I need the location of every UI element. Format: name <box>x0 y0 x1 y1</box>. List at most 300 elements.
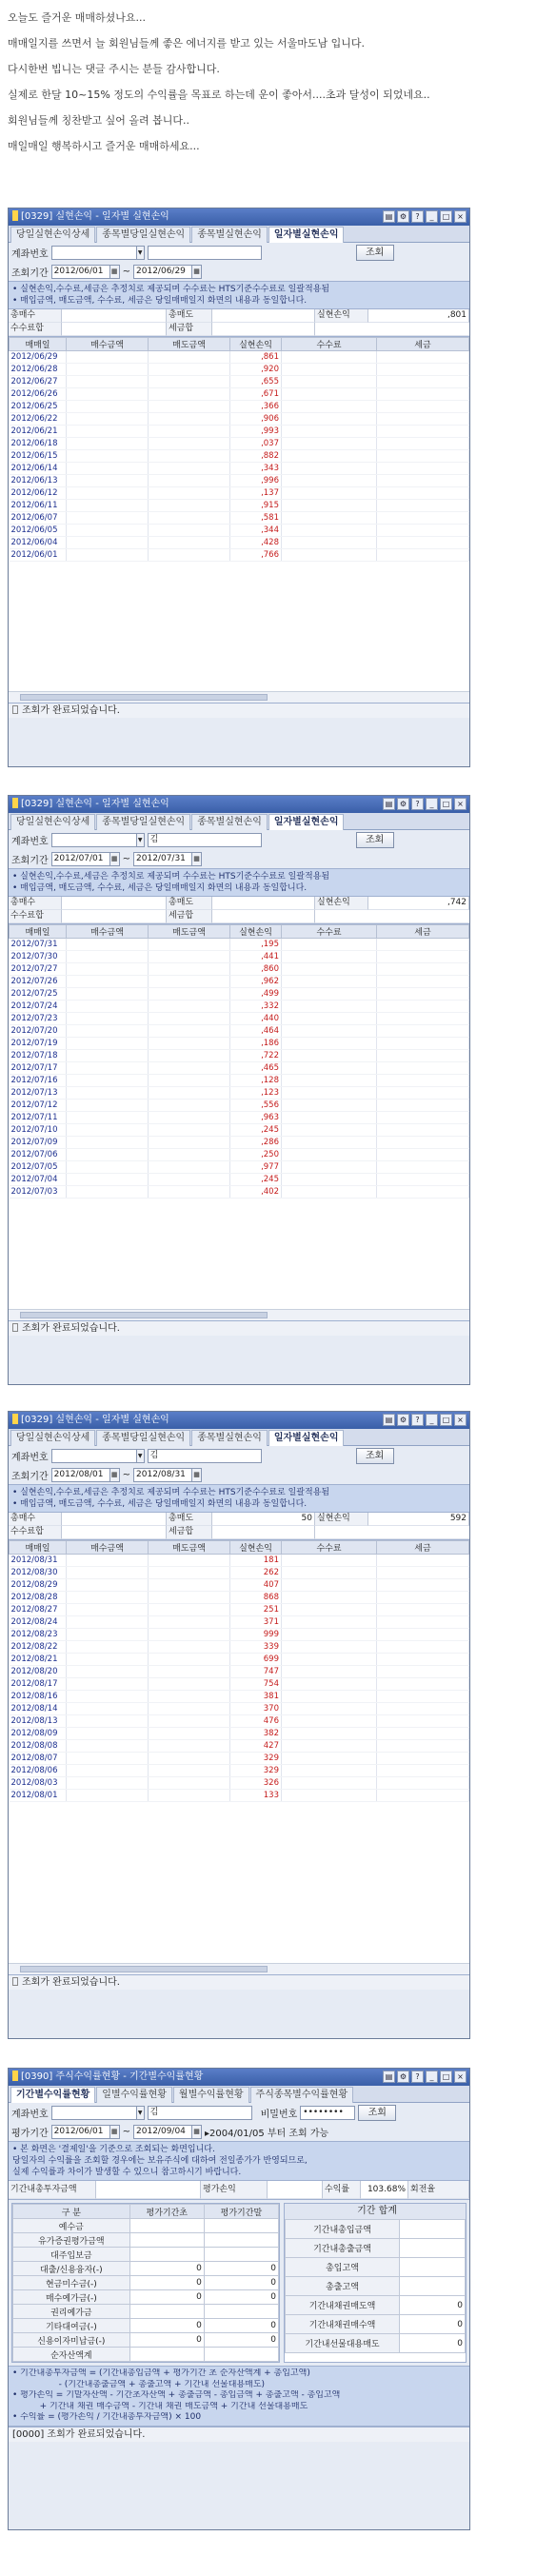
table-row[interactable] <box>10 1715 469 1728</box>
table-row[interactable] <box>10 475 469 487</box>
col-header[interactable]: 세금 <box>377 925 469 939</box>
scroll-thumb[interactable] <box>20 694 268 701</box>
table-row[interactable] <box>10 1124 469 1137</box>
col-header[interactable]: 수수료 <box>282 338 377 351</box>
buy-amount <box>67 939 149 951</box>
table-row[interactable] <box>10 1025 469 1038</box>
account-name-input[interactable]: 김 <box>148 1449 262 1463</box>
table-row[interactable] <box>10 1137 469 1149</box>
table-row[interactable] <box>10 1555 469 1567</box>
query-button[interactable]: 조회 <box>358 2105 396 2121</box>
tab-daily-detail[interactable]: 당일실현손익상세 <box>10 814 95 830</box>
table-row[interactable] <box>10 450 469 463</box>
minimize-icon[interactable]: _ <box>426 210 438 223</box>
close-icon[interactable]: × <box>454 2071 467 2083</box>
sell-amount <box>149 537 230 549</box>
col-header[interactable]: 매수금액 <box>67 338 149 351</box>
buy-amount <box>67 426 149 438</box>
settings-icon[interactable]: ⚙ <box>397 798 409 810</box>
minimize-icon[interactable]: _ <box>426 798 438 810</box>
horizontal-scrollbar[interactable] <box>9 1309 469 1320</box>
print-icon[interactable]: ▤ <box>383 2071 395 2083</box>
tab-daily-detail[interactable]: 당일실현손익상세 <box>10 227 95 243</box>
table-row[interactable] <box>10 1112 469 1124</box>
table-row[interactable] <box>10 1001 469 1013</box>
notice-line: • 매입금액, 매도금액, 수수료, 세금은 당일매매일지 화면의 내용과 동일합니다. <box>12 1499 308 1509</box>
buy-amount <box>67 537 149 549</box>
sell-total-value <box>212 309 315 323</box>
chevron-down-icon[interactable]: ▼ <box>136 833 145 847</box>
minimize-icon[interactable]: _ <box>426 1414 438 1426</box>
period-from-input[interactable]: 2012/06/01 <box>51 2125 110 2139</box>
realized-pnl: ,499 <box>230 988 282 1001</box>
close-icon[interactable]: × <box>454 1414 467 1426</box>
chevron-down-icon[interactable]: ▼ <box>136 2106 145 2120</box>
table-row[interactable] <box>286 2334 466 2353</box>
table-row[interactable] <box>10 525 469 537</box>
period-from-input[interactable]: 2012/06/01 <box>51 265 110 279</box>
table-row[interactable] <box>10 1075 469 1087</box>
table-row[interactable] <box>286 2277 466 2296</box>
minimize-icon[interactable]: _ <box>426 2071 438 2083</box>
horizontal-scrollbar[interactable] <box>9 1963 469 1974</box>
sell-amount <box>149 1149 230 1161</box>
tab-daily-realized[interactable]: 일자별실현손익 <box>268 814 345 830</box>
status-icon <box>12 1977 18 1986</box>
col-header[interactable]: 실현손익 <box>230 338 282 351</box>
fee-total-value <box>62 910 167 923</box>
realized-pnl: 999 <box>230 1629 282 1641</box>
tab-daily-detail[interactable]: 당일실현손익상세 <box>10 1430 95 1446</box>
period-start-value <box>129 2248 204 2262</box>
period-to-input[interactable]: 2012/06/29 <box>133 265 192 279</box>
fee <box>282 1765 377 1777</box>
table-row[interactable] <box>286 2296 466 2315</box>
table-row[interactable] <box>10 549 469 562</box>
tab-stock-daily[interactable]: 종목별당일실현손익 <box>96 1430 190 1446</box>
table-row[interactable] <box>10 1567 469 1579</box>
password-label: 비밀번호 <box>260 2109 298 2120</box>
buy-amount <box>67 1641 149 1654</box>
account-name-input[interactable] <box>148 246 262 260</box>
table-row[interactable] <box>13 2219 279 2233</box>
table-row[interactable] <box>13 2333 279 2348</box>
maximize-icon[interactable]: □ <box>440 798 452 810</box>
fee <box>282 1038 377 1050</box>
tab-stock-realized[interactable]: 종목별실현손익 <box>191 227 268 243</box>
tax <box>377 1765 469 1777</box>
window-icon <box>12 210 18 221</box>
tax <box>377 351 469 364</box>
period-to-input[interactable]: 2012/07/31 <box>133 852 192 866</box>
calendar-icon[interactable]: ▦ <box>191 2125 202 2139</box>
table-row[interactable] <box>10 1765 469 1777</box>
help-icon[interactable]: ? <box>411 2071 424 2083</box>
calendar-icon[interactable]: ▦ <box>109 852 120 866</box>
col-header[interactable]: 매수금액 <box>67 1541 149 1555</box>
help-icon[interactable]: ? <box>411 798 424 810</box>
status-icon <box>12 1323 18 1332</box>
calendar-icon[interactable]: ▦ <box>109 2125 120 2139</box>
table-row[interactable] <box>13 2233 279 2248</box>
fee <box>282 1592 377 1604</box>
table-row[interactable] <box>10 988 469 1001</box>
window-icon <box>12 798 18 808</box>
period-to-input[interactable]: 2012/09/04 <box>133 2125 192 2139</box>
query-button[interactable]: 조회 <box>356 245 394 261</box>
table-row[interactable] <box>10 512 469 525</box>
fee <box>282 1062 377 1075</box>
buy-amount <box>67 1186 149 1199</box>
table-row[interactable] <box>10 1013 469 1025</box>
table-row[interactable] <box>13 2276 279 2290</box>
table-row[interactable] <box>10 1678 469 1691</box>
tab-monthly-return[interactable]: 월별수익률현황 <box>173 2087 249 2103</box>
tax <box>377 1666 469 1678</box>
table-row[interactable] <box>10 1629 469 1641</box>
account-input[interactable] <box>51 1449 137 1463</box>
tab-daily-realized[interactable]: 일자별실현손익 <box>268 1430 345 1446</box>
horizontal-scrollbar[interactable] <box>9 691 469 703</box>
table-row[interactable] <box>10 1100 469 1112</box>
sell-amount <box>149 1666 230 1678</box>
query-button[interactable]: 조회 <box>356 832 394 848</box>
fee <box>282 1666 377 1678</box>
close-icon[interactable]: × <box>454 798 467 810</box>
table-row[interactable] <box>10 364 469 376</box>
status-bar <box>9 703 469 718</box>
table-row[interactable] <box>10 388 469 401</box>
maximize-icon[interactable]: □ <box>440 210 452 223</box>
table-row[interactable] <box>10 463 469 475</box>
account-name-input[interactable]: 김 <box>148 833 262 847</box>
tax <box>377 1062 469 1075</box>
password-input[interactable]: •••••••• <box>300 2106 355 2120</box>
fee <box>282 988 377 1001</box>
turnover-label: 회전율 <box>408 2181 469 2199</box>
table-row[interactable] <box>13 2305 279 2319</box>
tab-stock-realized[interactable]: 종목별실현손익 <box>191 814 268 830</box>
daily-pnl-table[interactable] <box>9 1540 469 1974</box>
tax <box>377 1567 469 1579</box>
tax <box>377 1740 469 1753</box>
trade-date: 2012/06/07 <box>10 512 67 525</box>
settings-icon[interactable]: ⚙ <box>397 210 409 223</box>
realized-pnl: ,465 <box>230 1062 282 1075</box>
period-from-input[interactable]: 2012/08/01 <box>51 1468 110 1482</box>
table-row[interactable] <box>10 939 469 951</box>
daily-pnl-table[interactable] <box>9 337 469 703</box>
scroll-thumb[interactable] <box>20 1312 268 1318</box>
table-row[interactable] <box>10 1703 469 1715</box>
period-from-input[interactable]: 2012/07/01 <box>51 852 110 866</box>
table-row[interactable] <box>10 413 469 426</box>
title-bar[interactable] <box>9 2069 469 2086</box>
sell-amount <box>149 364 230 376</box>
table-row[interactable] <box>10 1579 469 1592</box>
tax <box>377 1629 469 1641</box>
period-separator: ~ <box>122 1469 131 1480</box>
fee <box>282 1777 377 1790</box>
tab-daily-return[interactable]: 일별수익률현황 <box>96 2087 172 2103</box>
print-icon[interactable]: ▤ <box>383 1414 395 1426</box>
realized-pnl: 868 <box>230 1592 282 1604</box>
fee <box>282 1715 377 1728</box>
buy-amount <box>67 475 149 487</box>
table-row[interactable] <box>10 1087 469 1100</box>
buy-amount <box>67 1678 149 1691</box>
col-header[interactable]: 수수료 <box>282 925 377 939</box>
trade-date: 2012/08/07 <box>10 1753 67 1765</box>
table-row[interactable] <box>10 1666 469 1678</box>
trade-date: 2012/07/17 <box>10 1062 67 1075</box>
table-row[interactable] <box>10 1753 469 1765</box>
total-investment-label: 기간내총투자금액 <box>9 2181 96 2199</box>
row-label: 예수금 <box>13 2219 130 2233</box>
sell-amount <box>149 1740 230 1753</box>
account-input[interactable] <box>51 833 137 847</box>
trade-date: 2012/07/18 <box>10 1050 67 1062</box>
table-row[interactable] <box>10 1050 469 1062</box>
table-row[interactable] <box>10 1777 469 1790</box>
tab-stock-realized[interactable]: 종목별실현손익 <box>191 1430 268 1446</box>
tax-total-value <box>212 323 315 336</box>
table-row[interactable] <box>10 1174 469 1186</box>
notice-box <box>9 2141 469 2181</box>
calendar-icon[interactable]: ▦ <box>191 265 202 279</box>
col-header[interactable]: 매도금액 <box>149 338 230 351</box>
realized-pnl: ,963 <box>230 1112 282 1124</box>
tax <box>377 1124 469 1137</box>
period-label: 조회기간 <box>11 855 49 866</box>
calendar-icon[interactable]: ▦ <box>109 265 120 279</box>
title-bar[interactable] <box>9 208 469 226</box>
table-row[interactable] <box>10 1161 469 1174</box>
table-row[interactable] <box>10 1616 469 1629</box>
col-header[interactable]: 매매일 <box>10 338 67 351</box>
account-label: 계좌번호 <box>11 1452 49 1463</box>
trade-date: 2012/08/17 <box>10 1678 67 1691</box>
row-label: 총입고액 <box>286 2258 400 2277</box>
settings-icon[interactable]: ⚙ <box>397 2071 409 2083</box>
sell-amount <box>149 1112 230 1124</box>
window-title: [0329] 실현손익 - 일자별 실현손익 <box>21 1415 169 1425</box>
period-label: 조회기간 <box>11 268 49 279</box>
table-row[interactable] <box>10 438 469 450</box>
fee-total-value <box>62 323 167 336</box>
tab-stock-daily[interactable]: 종목별당일실현손익 <box>96 814 190 830</box>
table-row[interactable] <box>10 487 469 500</box>
table-row[interactable] <box>10 1641 469 1654</box>
table-row[interactable] <box>10 1186 469 1199</box>
period-separator: ~ <box>122 266 131 277</box>
sell-amount <box>149 1654 230 1666</box>
table-row[interactable] <box>13 2262 279 2276</box>
realized-pnl: ,906 <box>230 413 282 426</box>
table-row[interactable] <box>10 537 469 549</box>
tax <box>377 1616 469 1629</box>
post-line: 오늘도 즐거운 매매하셨나요... <box>8 11 146 24</box>
table-row[interactable] <box>10 500 469 512</box>
table-row[interactable] <box>10 951 469 963</box>
sell-amount <box>149 1703 230 1715</box>
help-icon[interactable]: ? <box>411 210 424 223</box>
table-row[interactable] <box>10 963 469 976</box>
settings-icon[interactable]: ⚙ <box>397 1414 409 1426</box>
period-start-value <box>129 2233 204 2248</box>
calendar-icon[interactable]: ▦ <box>191 1468 202 1482</box>
table-row[interactable] <box>13 2319 279 2333</box>
table-row[interactable] <box>10 426 469 438</box>
daily-pnl-table[interactable] <box>9 924 469 1320</box>
title-bar[interactable] <box>9 796 469 813</box>
table-row[interactable] <box>286 2315 466 2334</box>
table-row[interactable] <box>10 1691 469 1703</box>
buy-amount <box>67 463 149 475</box>
col-header[interactable]: 세금 <box>377 1541 469 1555</box>
table-row[interactable] <box>286 2239 466 2258</box>
buy-amount <box>67 1050 149 1062</box>
col-header[interactable]: 실현손익 <box>230 1541 282 1555</box>
tax <box>377 549 469 562</box>
sell-amount <box>149 1186 230 1199</box>
trade-date: 2012/06/11 <box>10 500 67 512</box>
chevron-down-icon[interactable]: ▼ <box>136 1449 145 1463</box>
tax <box>377 988 469 1001</box>
tax <box>377 413 469 426</box>
chevron-down-icon[interactable]: ▼ <box>136 246 145 260</box>
buy-amount <box>67 512 149 525</box>
col-header[interactable]: 실현손익 <box>230 925 282 939</box>
buy-amount <box>67 1790 149 1802</box>
help-icon[interactable]: ? <box>411 1414 424 1426</box>
print-icon[interactable]: ▤ <box>383 210 395 223</box>
table-row[interactable] <box>286 2258 466 2277</box>
notice-line: • 실현손익,수수료,세금은 추정치로 제공되며 수수료는 HTS기준수수료로 일괄적용됨 <box>12 285 330 294</box>
table-row[interactable] <box>10 1728 469 1740</box>
tab-stock-daily[interactable]: 종목별당일실현손익 <box>96 227 190 243</box>
tax-total-label: 세금합 <box>167 323 212 336</box>
tab-daily-realized[interactable]: 일자별실현손익 <box>268 227 345 243</box>
tab-stock-return[interactable]: 주식종목별수익률현황 <box>250 2087 354 2103</box>
tax <box>377 951 469 963</box>
formula-line: + 기간내 채권 매수금액 - 기간내 채권 매도금액 + 기간내 선물대용매도 <box>12 2401 308 2411</box>
table-row[interactable] <box>10 1654 469 1666</box>
table-row[interactable] <box>10 376 469 388</box>
scroll-thumb[interactable] <box>20 1966 268 1972</box>
row-label: 기간내총입금액 <box>286 2220 400 2239</box>
fee <box>282 1100 377 1112</box>
table-row[interactable] <box>286 2220 466 2239</box>
col-header[interactable]: 매수금액 <box>67 925 149 939</box>
table-row[interactable] <box>10 351 469 364</box>
account-input[interactable] <box>51 246 137 260</box>
realized-pnl: ,250 <box>230 1149 282 1161</box>
table-row[interactable] <box>10 1062 469 1075</box>
col-header[interactable]: 매매일 <box>10 925 67 939</box>
sell-total-label: 총매도 <box>167 309 212 323</box>
account-name-input[interactable]: 김 <box>148 2106 252 2120</box>
sell-amount <box>149 525 230 537</box>
trade-date: 2012/08/14 <box>10 1703 67 1715</box>
realized-pnl: 476 <box>230 1715 282 1728</box>
sell-amount <box>149 1025 230 1038</box>
sell-amount <box>149 413 230 426</box>
realized-pnl: ,245 <box>230 1174 282 1186</box>
fee <box>282 549 377 562</box>
print-icon[interactable]: ▤ <box>383 798 395 810</box>
calendar-icon[interactable]: ▦ <box>109 1468 120 1482</box>
buy-amount <box>67 951 149 963</box>
col-header[interactable]: 세금 <box>377 338 469 351</box>
status-text: 조회가 완료되었습니다. <box>22 1323 120 1334</box>
tax <box>377 376 469 388</box>
col-header[interactable]: 매도금액 <box>149 925 230 939</box>
buy-amount <box>67 376 149 388</box>
account-input[interactable] <box>51 2106 137 2120</box>
maximize-icon[interactable]: □ <box>440 2071 452 2083</box>
realized-pnl: 133 <box>230 1790 282 1802</box>
calendar-icon[interactable]: ▦ <box>191 852 202 866</box>
sell-amount <box>149 1592 230 1604</box>
col-header[interactable]: 수수료 <box>282 1541 377 1555</box>
table-row[interactable] <box>13 2290 279 2305</box>
status-bar <box>9 1320 469 1336</box>
tax <box>377 1579 469 1592</box>
maximize-icon[interactable]: □ <box>440 1414 452 1426</box>
close-icon[interactable]: × <box>454 210 467 223</box>
title-bar[interactable] <box>9 1412 469 1429</box>
fee <box>282 537 377 549</box>
realized-pnl: ,993 <box>230 426 282 438</box>
table-row[interactable] <box>13 2248 279 2262</box>
summary-empty <box>315 910 469 923</box>
row-value <box>400 2277 466 2296</box>
tax <box>377 500 469 512</box>
fee-total-label: 수수료합 <box>9 910 62 923</box>
return-rate-value: 103.68% <box>361 2181 408 2199</box>
table-row[interactable] <box>10 1592 469 1604</box>
sell-amount <box>149 388 230 401</box>
table-row[interactable] <box>10 1038 469 1050</box>
tab-period-return[interactable]: 기간별수익률현황 <box>10 2087 95 2103</box>
table-row[interactable] <box>10 1149 469 1161</box>
table-row[interactable] <box>10 1790 469 1802</box>
col-header[interactable]: 매도금액 <box>149 1541 230 1555</box>
buy-amount <box>67 1579 149 1592</box>
query-button[interactable]: 조회 <box>356 1448 394 1464</box>
realized-total-label: 실현손익 <box>315 1513 368 1526</box>
realized-pnl: ,655 <box>230 376 282 388</box>
status-icon <box>12 705 18 714</box>
realized-pnl: 747 <box>230 1666 282 1678</box>
row-value: 0 <box>400 2334 466 2353</box>
fee <box>282 438 377 450</box>
table-row[interactable] <box>10 401 469 413</box>
table-row[interactable] <box>13 2348 279 2362</box>
sell-amount <box>149 438 230 450</box>
realized-pnl: 370 <box>230 1703 282 1715</box>
table-row[interactable] <box>10 976 469 988</box>
trade-date: 2012/06/29 <box>10 351 67 364</box>
period-to-input[interactable]: 2012/08/31 <box>133 1468 192 1482</box>
col-header[interactable]: 매매일 <box>10 1541 67 1555</box>
table-row[interactable] <box>10 1740 469 1753</box>
table-row[interactable] <box>10 1604 469 1616</box>
period-separator: ~ <box>122 853 131 864</box>
trade-date: 2012/06/28 <box>10 364 67 376</box>
period-end-value <box>204 2305 278 2319</box>
